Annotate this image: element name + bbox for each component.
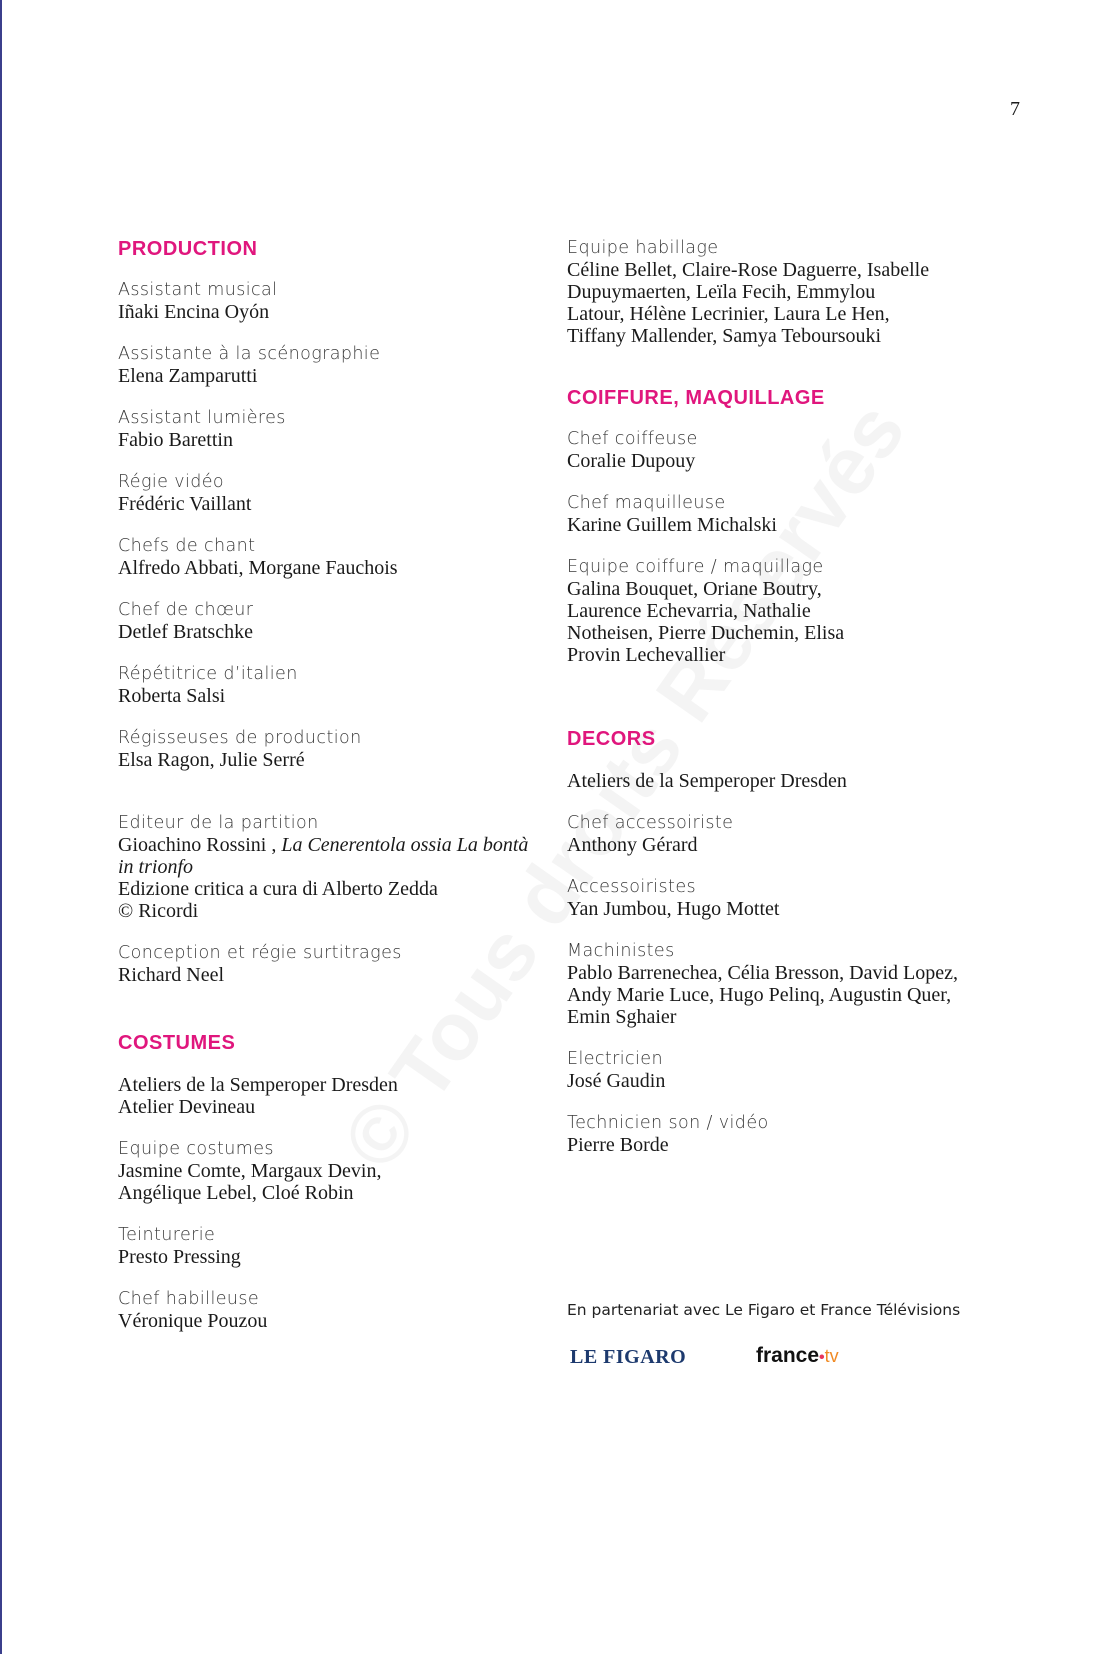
publisher-name: © Ricordi	[118, 900, 199, 922]
credit-entry	[118, 600, 538, 643]
edition-note: Edizione critica a cura di Alberto Zedda	[118, 878, 438, 900]
credit-names	[118, 834, 538, 878]
credit-entry	[567, 813, 1007, 856]
le-figaro-logo: LE FIGARO	[570, 1346, 687, 1368]
credit-entry	[118, 1139, 538, 1204]
credit-entry	[567, 557, 1007, 666]
credit-role: Chef maquilleuse	[567, 493, 726, 513]
page-edge-rule	[0, 0, 2, 1654]
credit-role: Teinturerie	[118, 1225, 216, 1245]
composer-name: Gioachino Rossini ,	[118, 834, 277, 856]
credit-role: Chef accessoiriste	[567, 813, 734, 833]
france-tv-logo-text: france	[756, 1344, 820, 1367]
credit-role: Equipe costumes	[118, 1139, 274, 1159]
atelier-name: Atelier Devineau	[118, 1096, 256, 1118]
credit-entry	[118, 1074, 538, 1118]
credit-entry	[118, 408, 538, 451]
section-heading-coiffure-maquillage: COIFFURE, MAQUILLAGE	[567, 387, 825, 409]
credit-entry	[567, 1113, 1007, 1156]
credit-names: Frédéric Vaillant	[118, 493, 252, 515]
credit-names: Jasmine Comte, Margaux Devin, Angélique Lebel, Cloé Robin	[118, 1160, 382, 1204]
credit-entry	[118, 728, 538, 771]
credit-names: Coralie Dupouy	[567, 450, 696, 472]
work-title: La Cenerentola ossia La bontà in trionfo	[118, 834, 529, 878]
left-column	[118, 236, 538, 1332]
credit-names: Karine Guillem Michalski	[567, 514, 777, 536]
credit-role: Chefs de chant	[118, 536, 256, 556]
credit-names: Galina Bouquet, Oriane Boutry, Laurence Echevarria, Nathalie Notheisen, Pierre Duchemin, Elisa Provin Lechevallier	[567, 578, 845, 666]
credit-entry	[567, 941, 1007, 1028]
section-heading-decors: DECORS	[567, 728, 656, 750]
credit-names: Pablo Barrenechea, Célia Bresson, David Lopez, Andy Marie Luce, Hugo Pelinq, Augustin Quer, Emin Sghaier	[567, 962, 958, 1028]
credit-names: Yan Jumbou, Hugo Mottet	[567, 898, 780, 920]
credit-entry	[118, 1289, 538, 1332]
score-publisher-entry	[118, 813, 538, 922]
credit-entry	[567, 1049, 1007, 1092]
credit-entry	[118, 664, 538, 707]
credit-entry	[567, 770, 1007, 792]
credit-role: Chef coiffeuse	[567, 429, 698, 449]
credit-entry	[567, 429, 1007, 472]
credit-names: Iñaki Encina Oyón	[118, 301, 270, 323]
atelier-name: Ateliers de la Semperoper Dresden	[567, 770, 847, 792]
credit-role: Chef habilleuse	[118, 1289, 260, 1309]
credit-names: Véronique Pouzou	[118, 1310, 268, 1332]
credit-role: Chef de chœur	[118, 600, 254, 620]
credit-names: Alfredo Abbati, Morgane Fauchois	[118, 557, 398, 579]
credit-role: Equipe habillage	[567, 238, 719, 258]
credit-names: Pierre Borde	[567, 1134, 669, 1156]
credit-entry	[118, 472, 538, 515]
credit-entry	[118, 344, 538, 387]
credit-role: Assistant musical	[118, 280, 278, 300]
credit-entry	[567, 238, 1007, 347]
credit-names: Fabio Barettin	[118, 429, 233, 451]
credit-role: Conception et régie surtitrages	[118, 943, 402, 963]
credit-names: José Gaudin	[567, 1070, 666, 1092]
credit-names: Céline Bellet, Claire-Rose Daguerre, Isabelle Dupuymaerten, Leïla Fecih, Emmylou Latour, Hélène Lecrinier, Laura Le Hen, Tiffany Mallender, Samya Teboursouki	[567, 259, 930, 347]
credit-entry	[567, 877, 1007, 920]
credit-entry	[118, 1225, 538, 1268]
france-tv-logo-tv: tv	[824, 1346, 839, 1366]
france-tv-logo-dot: •	[819, 1349, 825, 1366]
right-column	[567, 238, 1007, 1156]
credit-names: Elsa Ragon, Julie Serré	[118, 749, 305, 771]
credit-names: Anthony Gérard	[567, 834, 698, 856]
credit-entry	[118, 536, 538, 579]
credit-role: Accessoiristes	[567, 877, 696, 897]
france-tv-logo	[756, 1344, 839, 1368]
credit-role: Assistant lumières	[118, 408, 286, 428]
credit-role: Régisseuses de production	[118, 728, 362, 748]
credit-entry	[118, 280, 538, 323]
credit-role: Assistante à la scénographie	[118, 344, 381, 364]
credit-role: Régie vidéo	[118, 472, 225, 492]
credit-names: Richard Neel	[118, 964, 225, 986]
atelier-name: Ateliers de la Semperoper Dresden	[118, 1074, 398, 1096]
credit-role: Equipe coiffure / maquillage	[567, 557, 824, 577]
credit-role: Machinistes	[567, 941, 675, 961]
credit-role: Electricien	[567, 1049, 663, 1069]
partnership-note: En partenariat avec Le Figaro et France Télévisions	[567, 1301, 961, 1319]
credit-names: Elena Zamparutti	[118, 365, 258, 387]
credit-role: Editeur de la partition	[118, 813, 319, 833]
page-number: 7	[1010, 98, 1020, 120]
credit-role: Répétitrice d’italien	[118, 664, 298, 684]
credit-names: Roberta Salsi	[118, 685, 226, 707]
credit-entry	[118, 943, 538, 986]
credit-names: Detlef Bratschke	[118, 621, 253, 643]
section-heading-production: PRODUCTION	[118, 238, 258, 260]
credit-role: Technicien son / vidéo	[567, 1113, 769, 1133]
credit-entry	[567, 493, 1007, 536]
section-heading-costumes: COSTUMES	[118, 1032, 236, 1054]
credit-names: Presto Pressing	[118, 1246, 241, 1268]
